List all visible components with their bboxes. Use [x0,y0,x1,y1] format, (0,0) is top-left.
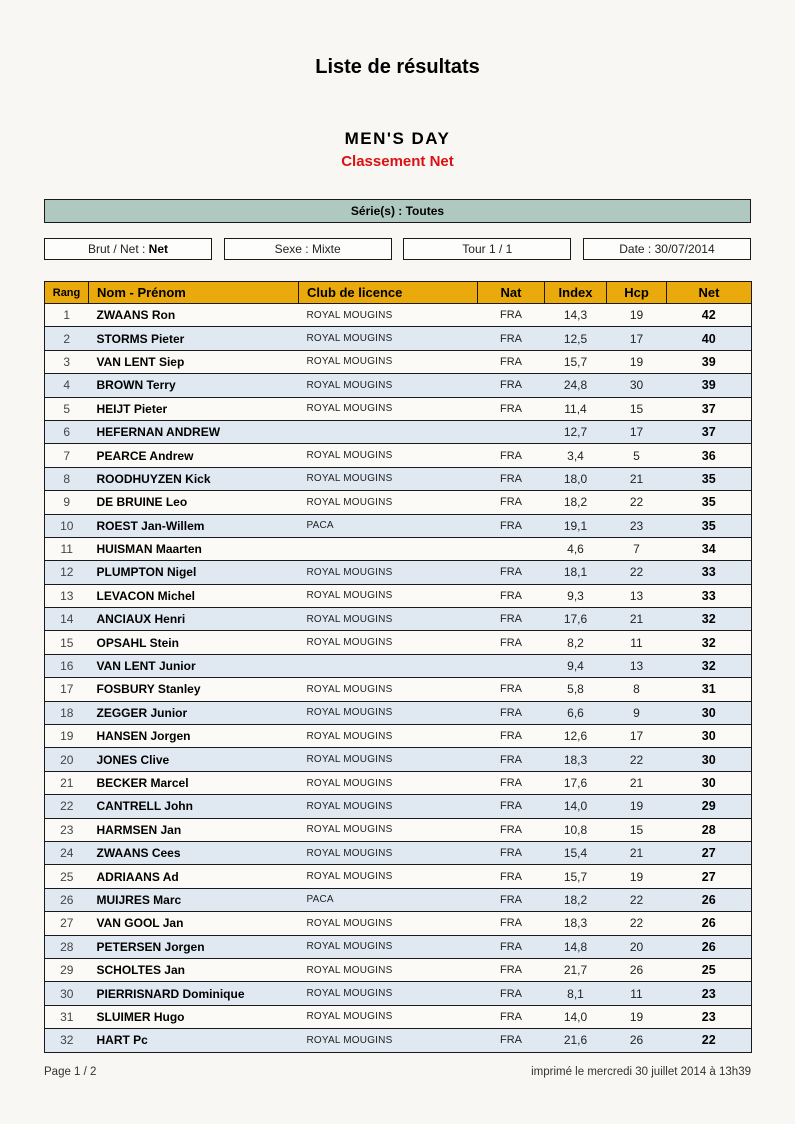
cell-rang: 8 [63,471,71,486]
cell-club: ROYAL MOUGINS [306,847,393,859]
cell-net: 26 [701,939,716,954]
cell-rang: 24 [60,846,74,861]
cell-club: ROYAL MOUGINS [306,1011,393,1023]
results-table-header [45,282,752,304]
table-row [45,678,752,701]
table-row [45,1029,752,1052]
results-table-body [45,304,752,1053]
cell-nat: FRA [500,800,522,813]
cell-hcp: 21 [629,471,644,486]
cell-rang: 20 [60,752,74,767]
cell-nom: HART Pc [96,1033,148,1048]
cell-hcp: 19 [629,354,644,369]
cell-club: PACA [306,894,334,906]
cell-rang: 4 [63,378,71,393]
cell-rang: 12 [60,565,74,580]
cell-nat: FRA [500,309,522,322]
cell-net: 32 [701,612,716,627]
cell-hcp: 9 [633,705,640,720]
cell-hcp: 20 [629,939,644,954]
cell-hcp: 13 [629,659,644,674]
cell-hcp: 19 [629,308,644,323]
cell-nom: FOSBURY Stanley [96,682,201,697]
cell-net: 23 [701,1009,716,1024]
classification-subtitle: Classement Net [341,153,454,170]
cell-nat: FRA [500,355,522,368]
cell-club: ROYAL MOUGINS [306,824,393,836]
cell-index: 17,6 [563,776,588,790]
cell-club: ROYAL MOUGINS [306,496,393,508]
cell-club: ROYAL MOUGINS [306,473,393,485]
content-area [44,199,751,1053]
cell-nom: PETERSEN Jorgen [96,939,205,954]
filter-label: Brut / Net : [87,242,146,256]
cell-index: 11,4 [564,401,587,416]
cell-index: 14,0 [563,799,588,814]
cell-club: ROYAL MOUGINS [306,613,393,625]
table-row [45,608,752,631]
cell-net: 32 [701,635,716,650]
table-row [45,397,752,420]
cell-nom: LEVACON Michel [96,588,195,603]
table-row [45,537,752,560]
cell-hcp: 21 [629,776,644,790]
cell-nom: ZWAANS Cees [96,846,181,861]
cell-nat [478,420,545,443]
cell-hcp: 26 [629,1033,644,1048]
cell-net: 39 [701,378,716,393]
cell-nom: SLUIMER Hugo [96,1009,185,1024]
cell-hcp: 11 [630,986,643,1001]
cell-net: 35 [701,518,716,533]
cell-hcp: 26 [629,963,644,978]
cell-net: 36 [701,448,716,463]
cell-rang: 29 [60,963,74,978]
cell-index: 21,7 [563,963,588,978]
cell-index: 18,2 [563,892,588,907]
cell-nom: HEIJT Pieter [96,401,168,416]
cell-nom: DE BRUINE Leo [96,495,188,510]
cell-nom: HUISMAN Maarten [96,542,202,557]
col-header-nat: Nat [478,282,545,304]
filter-boxes [44,238,751,260]
cell-club: ROYAL MOUGINS [306,917,393,929]
cell-rang: 10 [60,518,74,533]
cell-club: ROYAL MOUGINS [306,800,393,812]
cell-club: ROYAL MOUGINS [306,683,393,695]
cell-net: 39 [701,354,716,369]
filter-box [224,238,392,260]
table-row [45,374,752,397]
cell-club: PACA [306,520,334,532]
table-row [45,304,752,327]
cell-rang: 15 [60,635,74,650]
table-row [45,912,752,935]
print-timestamp: imprimé le mercredi 30 juillet 2014 à 13h39 [531,1065,751,1078]
cell-club [299,537,478,560]
cell-club: ROYAL MOUGINS [306,1034,393,1046]
cell-club: ROYAL MOUGINS [306,637,393,649]
cell-nat: FRA [500,777,522,789]
cell-nom: ZEGGER Junior [96,705,188,720]
cell-nat: FRA [500,402,522,415]
table-row [45,491,752,514]
cell-nat [478,654,545,677]
cell-nom: HEFERNAN ANDREW [96,425,221,440]
cell-rang: 2 [63,331,71,346]
cell-index: 4,6 [567,542,584,557]
cell-net: 29 [701,799,716,814]
cell-nom: SCHOLTES Jan [96,963,185,978]
page-footer [44,1066,751,1078]
cell-index: 17,6 [563,612,588,627]
cell-nom: OPSAHL Stein [96,635,179,650]
filter-label: Tour 1 / 1 [462,242,513,256]
cell-nat [478,537,545,560]
cell-index: 6,6 [567,705,584,720]
cell-nat: FRA [500,589,522,602]
cell-net: 30 [701,729,716,744]
cell-club: ROYAL MOUGINS [306,356,393,368]
cell-index: 14,3 [563,308,588,323]
cell-index: 21,6 [563,1033,588,1048]
cell-net: 26 [701,892,716,907]
cell-club: ROYAL MOUGINS [306,964,393,976]
cell-nat: FRA [500,332,522,345]
cell-index: 8,2 [567,635,584,650]
table-row [45,584,752,607]
cell-nat: FRA [500,472,522,485]
cell-club [299,654,478,677]
cell-net: 23 [701,986,716,1001]
cell-rang: 18 [60,705,74,720]
table-row [45,748,752,771]
cell-rang: 6 [63,425,71,440]
cell-nom: HANSEN Jorgen [96,729,191,744]
cell-net: 34 [701,542,716,557]
cell-club: ROYAL MOUGINS [306,590,393,602]
table-row [45,841,752,864]
cell-net: 33 [701,565,716,580]
cell-nat: FRA [500,847,522,860]
filter-value: Net [145,242,169,256]
table-row [45,561,752,584]
cell-club: ROYAL MOUGINS [306,450,393,462]
cell-index: 18,3 [563,752,588,767]
cell-net: 25 [701,963,716,978]
cell-club: ROYAL MOUGINS [306,777,393,789]
cell-hcp: 22 [629,565,644,580]
cell-rang: 1 [63,308,71,323]
cell-index: 18,2 [563,495,588,510]
event-title: MEN'S DAY [344,129,451,148]
cell-nom: PIERRISNARD Dominique [96,986,245,1001]
cell-club: ROYAL MOUGINS [306,333,393,345]
cell-hcp: 22 [629,495,644,510]
cell-hcp: 22 [629,892,644,907]
cell-net: 28 [701,822,716,837]
cell-rang: 22 [60,799,74,814]
cell-nat: FRA [500,870,522,883]
cell-rang: 5 [63,401,71,416]
cell-net: 26 [701,916,716,931]
table-row [45,701,752,724]
filter-box [403,238,571,260]
cell-hcp: 17 [629,729,644,744]
cell-index: 12,6 [563,729,588,744]
cell-rang: 30 [60,986,74,1001]
cell-hcp: 11 [630,635,643,650]
cell-index: 14,0 [563,1009,588,1024]
cell-club: ROYAL MOUGINS [306,730,393,742]
cell-index: 15,4 [563,846,588,861]
table-row [45,420,752,443]
table-row [45,888,752,911]
cell-nom: BECKER Marcel [96,776,189,790]
cell-nat: FRA [500,683,522,696]
cell-net: 27 [701,869,716,884]
cell-hcp: 7 [633,542,640,557]
cell-nat: FRA [500,964,522,977]
cell-hcp: 17 [629,331,644,346]
cell-index: 9,3 [567,588,584,603]
cell-index: 5,8 [567,682,584,697]
cell-nom: ANCIAUX Henri [96,612,186,627]
cell-nat: FRA [500,519,522,532]
cell-net: 30 [701,705,716,720]
cell-nom: ROEST Jan-Willem [96,518,205,533]
cell-rang: 31 [60,1009,74,1024]
table-row [45,725,752,748]
results-table [44,281,752,1053]
cell-nom: VAN LENT Siep [96,354,185,369]
cell-rang: 17 [60,682,74,697]
table-row [45,1005,752,1028]
cell-hcp: 19 [629,869,644,884]
cell-nom: VAN LENT Junior [96,659,196,674]
cell-club: ROYAL MOUGINS [306,309,393,321]
cell-hcp: 21 [629,612,644,627]
cell-nat: FRA [500,706,522,719]
table-row [45,935,752,958]
filter-label: Sexe : [274,242,309,256]
page-title: Liste de résultats [315,56,480,78]
cell-nat: FRA [500,730,522,743]
cell-rang: 7 [63,448,71,463]
filter-box [44,238,212,260]
cell-index: 12,7 [563,425,588,440]
cell-rang: 21 [60,776,74,790]
cell-club: ROYAL MOUGINS [306,754,393,766]
cell-net: 42 [701,308,716,323]
table-row [45,818,752,841]
col-header-club: Club de licence [299,282,478,304]
col-header-hcp: Hcp [607,282,667,304]
cell-index: 14,8 [563,939,588,954]
cell-rang: 32 [60,1033,74,1048]
cell-rang: 25 [60,869,74,884]
series-bar: Série(s) : Toutes [44,199,751,223]
filter-label: Date : 30/07/2014 [619,242,715,256]
cell-net: 40 [701,331,716,346]
cell-index: 18,1 [563,565,588,580]
cell-net: 30 [701,776,716,790]
cell-rang: 27 [60,916,74,931]
cell-rang: 9 [63,495,71,510]
cell-nat: FRA [500,987,522,1000]
cell-club: ROYAL MOUGINS [306,403,393,415]
cell-nom: MUIJRES Marc [96,892,182,907]
cell-hcp: 22 [629,916,644,931]
cell-nat: FRA [500,566,522,579]
filter-value: Mixte [308,242,341,256]
cell-nom: BROWN Terry [96,378,176,393]
cell-hcp: 23 [629,518,644,533]
cell-net: 35 [701,495,716,510]
cell-index: 15,7 [563,354,588,369]
cell-nat: FRA [500,613,522,626]
cell-hcp: 22 [629,752,644,767]
cell-hcp: 13 [629,588,644,603]
cell-net: 32 [701,659,716,674]
cell-nat: FRA [500,496,522,509]
cell-index: 18,3 [563,916,588,931]
cell-net: 37 [701,401,716,416]
cell-index: 9,4 [567,659,584,674]
cell-net: 22 [701,1033,716,1048]
cell-index: 15,7 [563,869,588,884]
cell-club: ROYAL MOUGINS [306,941,393,953]
col-header-rang: Rang [45,282,89,304]
cell-nat: FRA [500,753,522,766]
cell-nat: FRA [500,379,522,392]
cell-rang: 13 [60,588,74,603]
cell-net: 27 [701,846,716,861]
table-row [45,350,752,373]
cell-nom: ZWAANS Ron [96,308,176,323]
cell-rang: 14 [60,612,74,627]
cell-nom: HARMSEN Jan [96,822,182,837]
cell-nom: CANTRELL John [96,799,193,814]
cell-index: 24,8 [563,378,588,393]
cell-nat: FRA [500,917,522,930]
table-row [45,865,752,888]
cell-rang: 16 [60,659,74,674]
cell-rang: 19 [60,729,74,744]
cell-nat: FRA [500,823,522,836]
table-row [45,982,752,1005]
table-row [45,467,752,490]
cell-index: 8,1 [567,986,584,1001]
cell-nat: FRA [500,1034,522,1047]
page-number: Page 1 / 2 [44,1065,97,1078]
col-header-nom: Nom - Prénom [89,282,299,304]
cell-index: 19,1 [563,518,588,533]
cell-net: 31 [701,682,716,697]
cell-rang: 23 [60,822,74,837]
cell-net: 33 [701,588,716,603]
cell-club: ROYAL MOUGINS [306,707,393,719]
cell-nom: ROODHUYZEN Kick [96,471,211,486]
col-header-index: Index [545,282,607,304]
cell-hcp: 30 [629,378,644,393]
cell-index: 3,4 [567,448,584,463]
cell-nat: FRA [500,940,522,953]
table-row [45,444,752,467]
cell-nat: FRA [500,1010,522,1023]
cell-hcp: 21 [629,846,644,861]
table-row [45,631,752,654]
cell-index: 10,8 [563,822,588,837]
cell-club: ROYAL MOUGINS [306,871,393,883]
cell-rang: 3 [63,354,71,369]
table-row [45,514,752,537]
cell-nom: STORMS Pieter [96,331,185,346]
filter-box [583,238,751,260]
table-row [45,771,752,794]
cell-nom: PLUMPTON Nigel [96,565,197,580]
cell-hcp: 19 [629,1009,644,1024]
table-row [45,795,752,818]
cell-index: 18,0 [563,471,588,486]
cell-nat: FRA [500,449,522,462]
cell-hcp: 15 [629,401,644,416]
cell-rang: 11 [60,542,73,557]
cell-hcp: 5 [633,448,640,463]
cell-club: ROYAL MOUGINS [306,379,393,391]
cell-hcp: 15 [629,822,644,837]
cell-nom: PEARCE Andrew [96,448,194,463]
cell-net: 35 [701,471,716,486]
cell-hcp: 17 [629,425,644,440]
cell-hcp: 8 [633,682,640,697]
cell-rang: 26 [60,892,74,907]
cell-index: 12,5 [563,331,588,346]
cell-nat: FRA [500,893,522,906]
cell-net: 37 [701,425,716,440]
table-row [45,654,752,677]
cell-hcp: 19 [629,799,644,814]
cell-nom: ADRIAANS Ad [96,869,179,884]
col-header-net: Net [667,282,752,304]
cell-club [299,420,478,443]
cell-nom: VAN GOOL Jan [96,916,184,931]
cell-net: 30 [701,752,716,767]
cell-nat: FRA [500,636,522,649]
cell-rang: 28 [60,939,74,954]
cell-club: ROYAL MOUGINS [306,566,393,578]
table-header-row [45,282,752,304]
table-row [45,958,752,981]
table-row [45,327,752,350]
cell-nom: JONES Clive [96,752,170,767]
cell-club: ROYAL MOUGINS [306,988,393,1000]
